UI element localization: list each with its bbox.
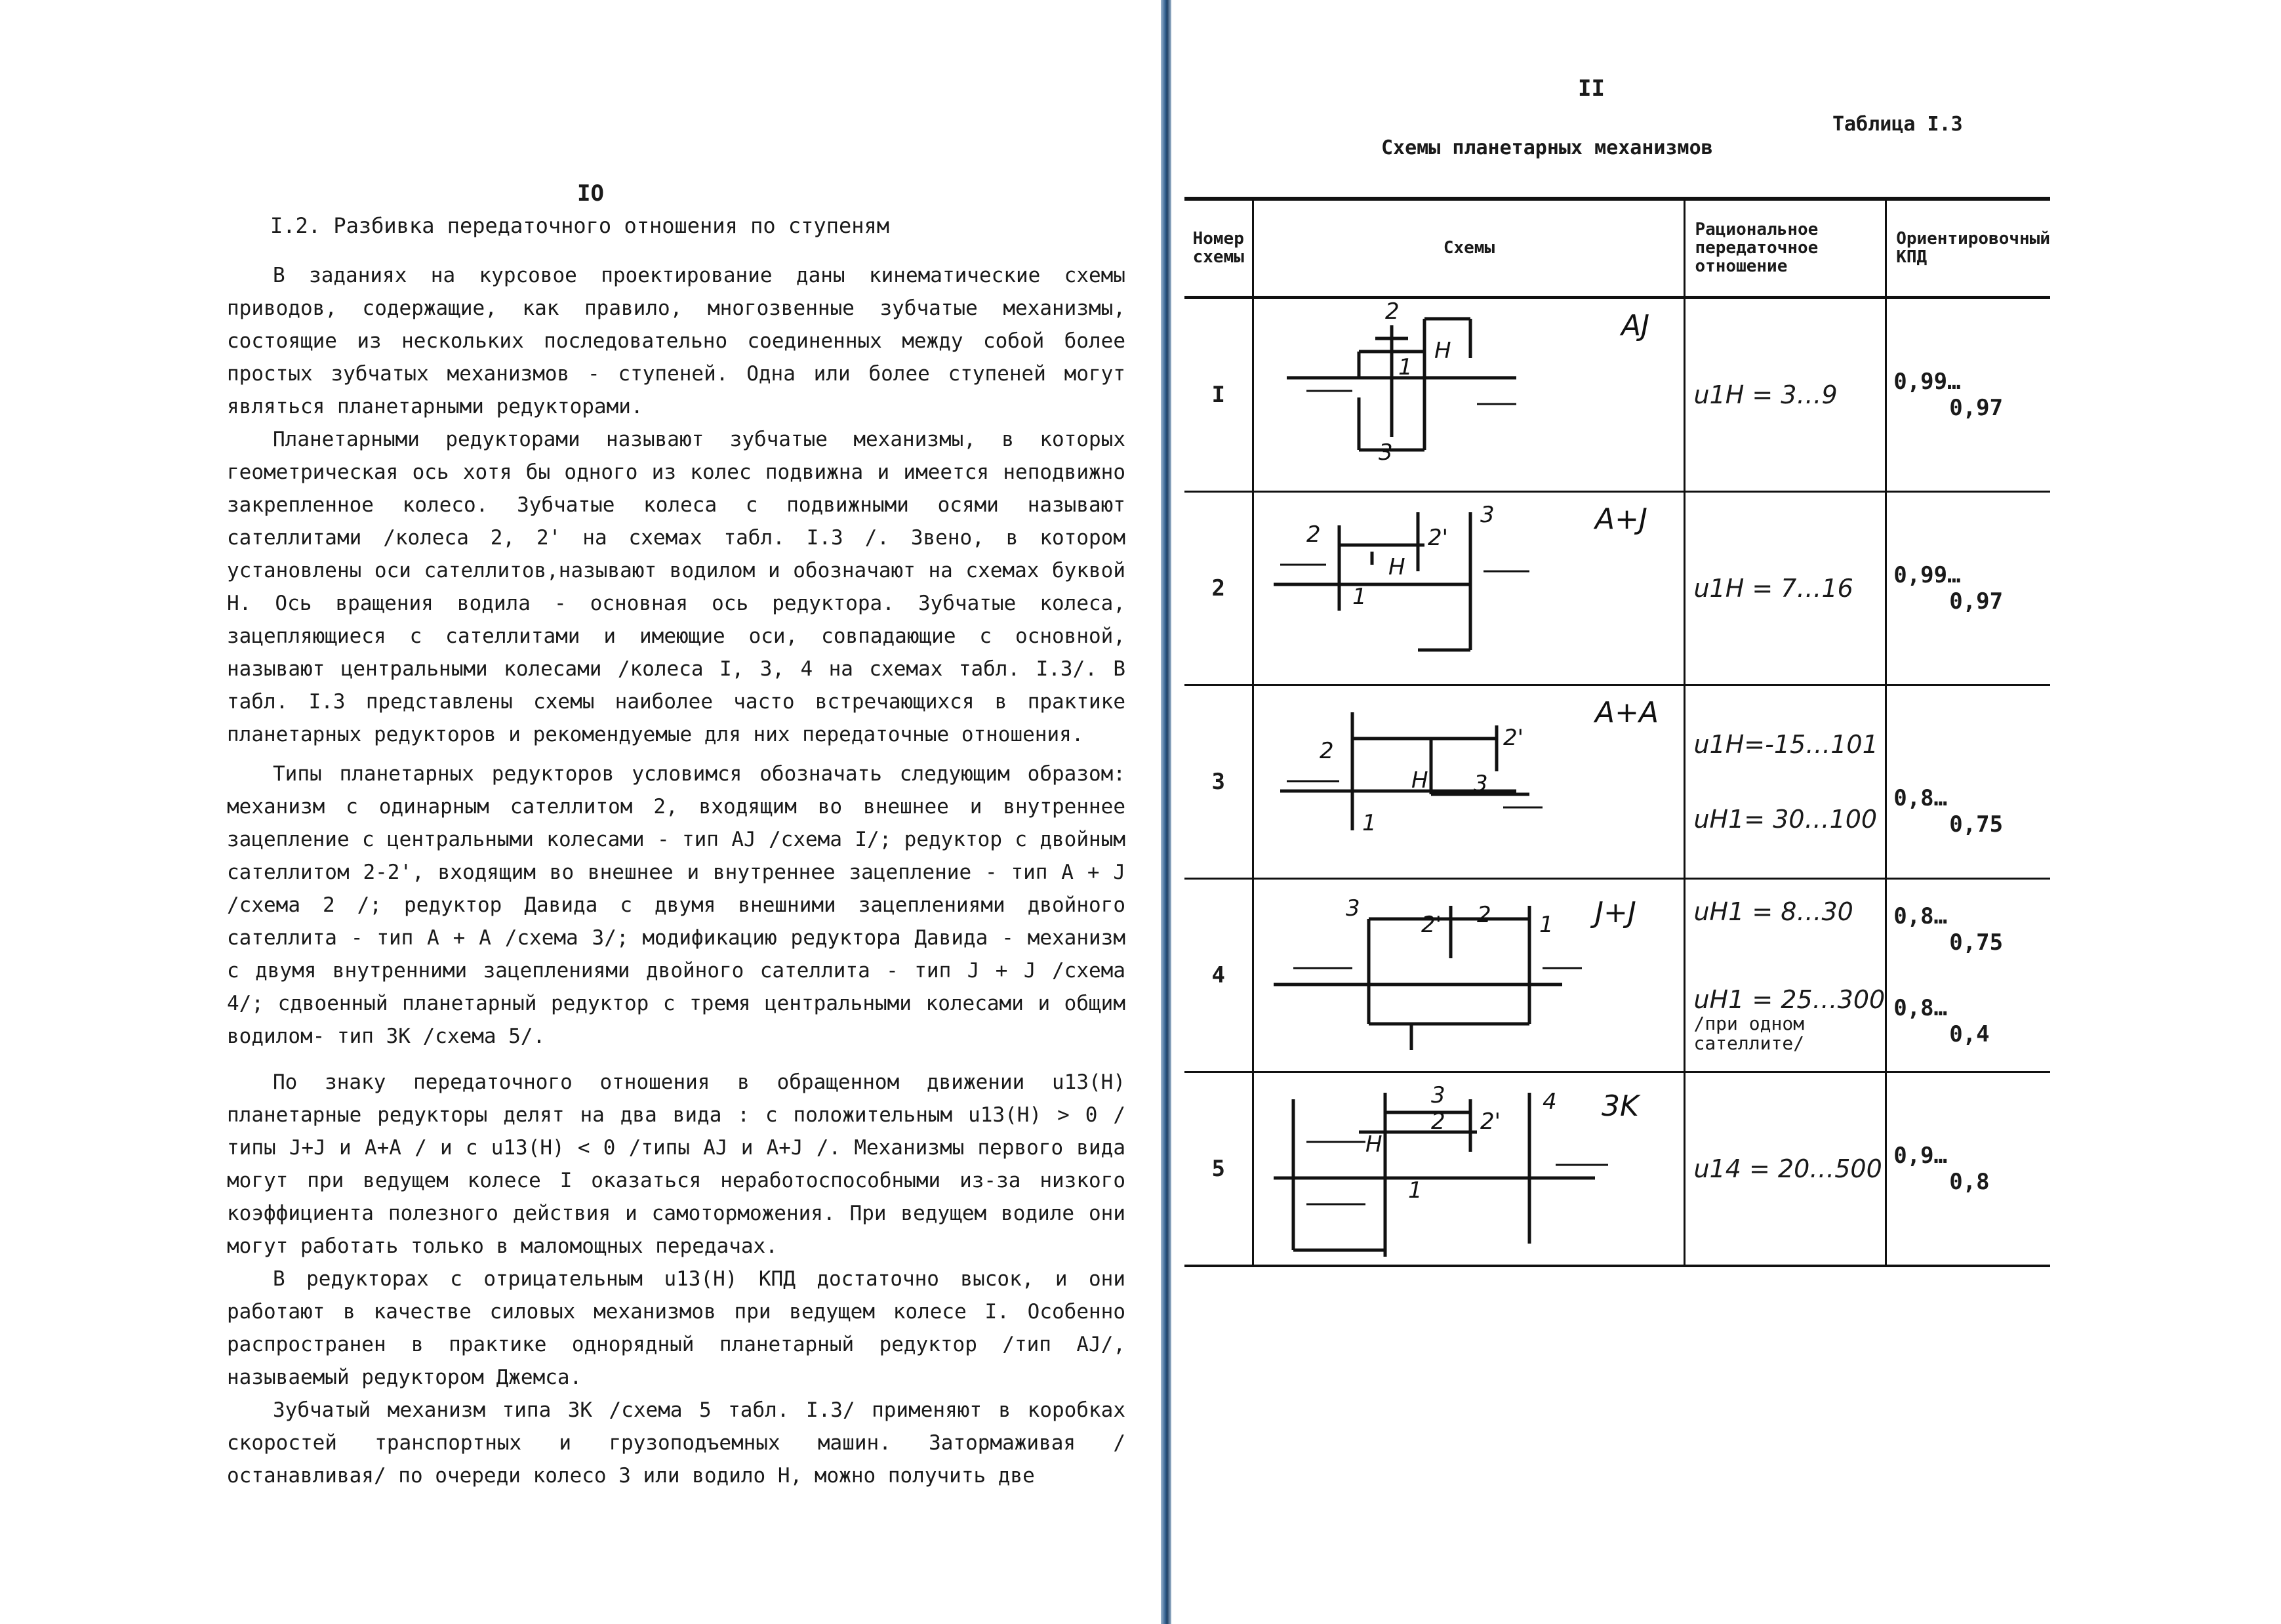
scheme-label: 1 [1398, 354, 1413, 380]
ratio-value: u1H = 7…16 [1693, 573, 1853, 603]
scheme-diagram-1 [1254, 299, 1684, 491]
scheme-diagram-2 [1254, 493, 1684, 684]
efficiency-min: 0,4 [1949, 1021, 1990, 1047]
ratio-note: /при одном сателлите/ [1693, 1012, 1805, 1054]
scheme-number: I [1184, 297, 1253, 491]
book-gutter [1161, 0, 1171, 1624]
paragraph: В редукторах с отрицательным u13(H) КПД достаточно высок, и они работают в качестве силовых механизмов при ведущем колесе I. Особенно распространен в практике однорядный планетарный редуктор /тип AЈ/, называемый редуктором Джемса. [227, 1267, 1125, 1389]
header-efficiency: Ориентировочный КПД [1886, 199, 2050, 297]
scheme-label: 1 [1362, 809, 1377, 836]
scheme-label: 2 [1477, 901, 1492, 928]
ratio-value: uH1 = 8…30 [1693, 897, 1853, 926]
scheme-label: 3 [1346, 895, 1361, 922]
scheme-type: AЈ [1621, 308, 1650, 342]
scheme-label: H [1411, 767, 1429, 794]
table-row [1184, 1072, 2050, 1266]
scheme-diagram-5 [1254, 1073, 1684, 1265]
scheme-label: 2' [1428, 524, 1449, 551]
scheme-number: 3 [1184, 685, 1253, 878]
scheme-type: Ј+Ј [1595, 895, 1637, 929]
schemes-table [1184, 197, 2050, 1312]
page-number: II [1578, 75, 1605, 102]
efficiency-max: 0,99… [1893, 368, 1961, 395]
scheme-label: 2' [1421, 911, 1442, 938]
efficiency-max: 0,8… [1893, 784, 1948, 811]
table-row [1184, 685, 2050, 878]
scheme-label: 3 [1480, 501, 1495, 528]
scheme-label: 4 [1543, 1088, 1558, 1115]
scheme-number: 5 [1184, 1072, 1253, 1266]
table-caption: Схемы планетарных механизмов [1381, 136, 1713, 159]
efficiency-min: 0,97 [1949, 588, 2004, 615]
ratio-value: uH1 = 25…300 [1693, 985, 1886, 1014]
efficiency-cell [1886, 1072, 2050, 1266]
scheme-label: 2' [1480, 1108, 1501, 1135]
paragraph: Планетарными редукторами называют зубчатые механизмы, в которых геометрическая ось хотя бы одного из колес подвижна и имеется неподвижно закрепленное колесо. Зубчатые колеса с подвижными осями называют сателлитами /колеса 2, 2' на схемах табл. I.3 /. Звено, в котором установлены оси сателлитов,называют водилом и обозначают на схемах буквой Н. Ось вращения водила - основная ось редуктора. Зубчатые колеса, зацепляющиеся с сателлитами и имеющие оси, совпадающие с основной, называют центральными колесами /колеса I, 3, 4 на схемах табл. I.3/. В табл. I.3 представлены схемы наиболее часто встречающихся в практике планетарных редукторов и рекомендуемые для них передаточные отношения. [227, 428, 1125, 746]
scheme-label: H [1434, 337, 1452, 364]
efficiency-cell [1886, 685, 2050, 878]
table-header-row [1184, 199, 2050, 297]
paragraph: Типы планетарных редукторов условимся обозначать следующим образом: механизм с одинарным сателлитом 2, входящим во внешнее и внутреннее зацепление с центральными колесами - тип AЈ /схема I/; редуктор с двойным сателлитом 2-2', входящим во внешнее и внутреннее зацепление - тип A + Ј /схема 2 /; редуктор Давида с двумя внешними зацеплениями двойного сателлита - тип A + A /схема 3/; модификацию редуктора Давида - механизм с двумя внутренними зацеплениями двойного сателлита - тип Ј + Ј /схема 4/; сдвоенный планетарный редуктор с тремя центральными колесами и общим водилом- тип 3К /схема 5/. [227, 762, 1125, 1048]
paragraph: Зубчатый механизм типа 3К /схема 5 табл. I.3/ применяют в коробках скоростей транспортных и грузоподъемных машин. Затормаживая /останавливая/ по очереди колесо 3 или водило Н, можно получить две [227, 1398, 1125, 1488]
scheme-label: 1 [1352, 583, 1367, 610]
scheme-cell [1253, 878, 1685, 1072]
scheme-number: 4 [1184, 878, 1253, 1072]
scheme-cell [1253, 297, 1685, 491]
header-schemes: Схемы [1253, 199, 1685, 297]
efficiency-cell [1886, 297, 2050, 491]
ratio-value: u1H = 3…9 [1693, 380, 1838, 409]
scheme-label: 2 [1306, 521, 1322, 548]
scheme-label: 2 [1385, 298, 1400, 325]
ratio-cell [1685, 491, 1886, 685]
scheme-cell [1253, 685, 1685, 878]
ratio-value: u1H=-15…101 [1693, 729, 1878, 759]
efficiency-max: 0,99… [1893, 561, 1961, 588]
scheme-label: 1 [1408, 1177, 1423, 1204]
table-row [1184, 878, 2050, 1072]
paragraph: По знаку передаточного отношения в обращенном движении u13(H) планетарные редукторы делят на два вида : с положительным u13(H) > 0 /типы Ј+Ј и A+A / и с u13(H) < 0 /типы AЈ и A+Ј /. Механизмы первого вида могут при ведущем колесе I оказаться неработоспособными из-за низкого коэффициента полезного действия и самоторможения. При ведущем водиле они могут работать только в маломощных передачах. [227, 1070, 1125, 1258]
efficiency-min: 0,8 [1949, 1168, 1990, 1195]
scheme-type: A+Ј [1595, 502, 1648, 536]
ratio-cell [1685, 1072, 1886, 1266]
scheme-label: H [1365, 1131, 1383, 1158]
ratio-cell [1685, 685, 1886, 878]
table-row [1184, 491, 2050, 685]
scheme-label: 3 [1379, 439, 1394, 466]
efficiency-max: 0,8… [1893, 903, 1948, 929]
scheme-label: 2 [1320, 737, 1335, 764]
efficiency-min: 0,75 [1949, 929, 2004, 956]
table-row [1184, 297, 2050, 491]
header-ratio: Рациональное передаточное отношение [1685, 199, 1886, 297]
ratio-cell [1685, 878, 1886, 1072]
table-label: Таблица I.3 [1832, 113, 1963, 136]
scheme-label: H [1388, 554, 1406, 580]
efficiency-max: 0,9… [1893, 1142, 1948, 1169]
section-heading: I.2. Разбивка передаточного отношения по ступеням [270, 213, 890, 238]
scheme-label: 3 [1474, 770, 1489, 797]
efficiency-cell [1886, 878, 2050, 1072]
ratio-value: u14 = 20…500 [1693, 1154, 1882, 1183]
scheme-diagram-4 [1254, 880, 1684, 1071]
scheme-label: 2 [1431, 1108, 1446, 1135]
scheme-cell [1253, 491, 1685, 685]
scheme-cell [1253, 1072, 1685, 1266]
scheme-diagram-3 [1254, 686, 1684, 878]
header-number: Номер схемы [1184, 199, 1253, 297]
paragraph: В заданиях на курсовое проектирование даны кинематические схемы приводов, содержащие, как правило, многозвенные зубчатые механизмы, состоящие из нескольких последовательно соединенных между собой более простых зубчатых механизмов - ступеней. Одна или более ступеней могут являться планетарными редукторами. [227, 264, 1125, 418]
efficiency-max: 0,8… [1893, 994, 1948, 1021]
right-page [1171, 0, 2281, 1624]
efficiency-min: 0,97 [1949, 394, 2004, 421]
page-number: IO [577, 180, 604, 207]
scheme-label: 3 [1431, 1082, 1446, 1108]
scheme-number: 2 [1184, 491, 1253, 685]
efficiency-cell [1886, 491, 2050, 685]
efficiency-min: 0,75 [1949, 811, 2004, 838]
scheme-label: 1 [1539, 911, 1554, 938]
ratio-value: uH1= 30…100 [1693, 804, 1878, 834]
ratio-cell [1685, 297, 1886, 491]
scheme-label: 2' [1503, 724, 1524, 751]
scheme-type: 3K [1602, 1089, 1640, 1123]
scheme-type: A+A [1595, 695, 1659, 729]
